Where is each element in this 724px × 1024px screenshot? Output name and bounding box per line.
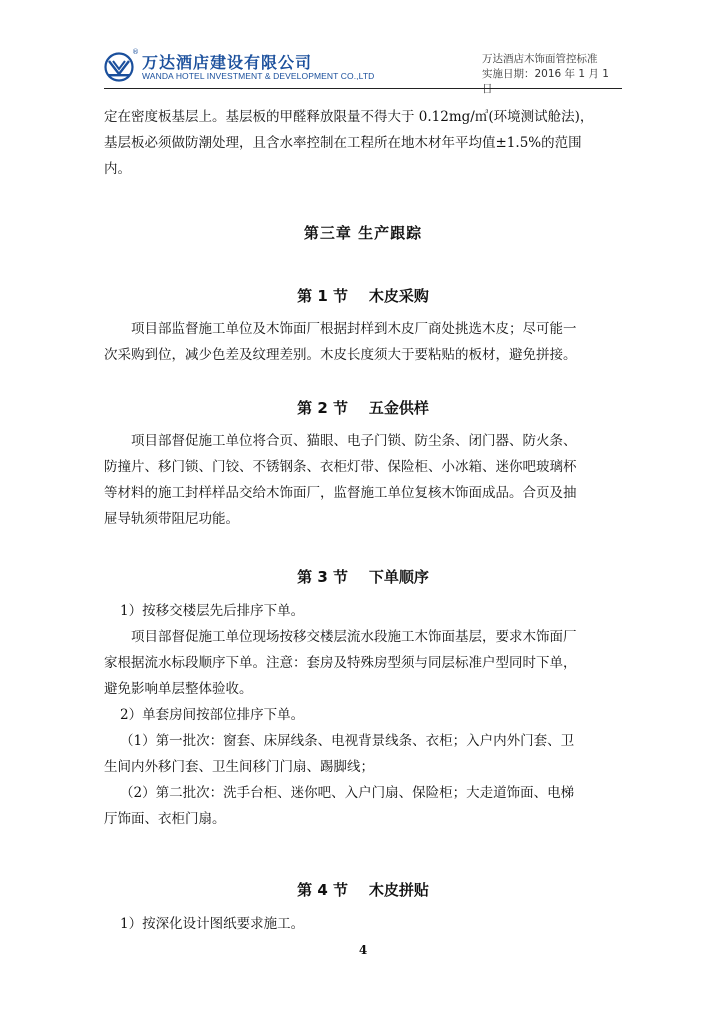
text-line: 避免影响单层整体验收。: [104, 681, 253, 697]
list-item: 1）按深化设计图纸要求施工。: [120, 916, 305, 932]
text-line: 等材料的施工封样样品交给木饰面厂，监督施工单位复核木饰面成品。合页及抽: [104, 485, 577, 501]
registered-mark: ®: [132, 48, 139, 56]
text-line: 项目部监督施工单位及木饰面厂根据封样到木皮厂商处挑选木皮；尽可能一: [131, 321, 577, 337]
text-line: 基层板必须做防潮处理，且含水率控制在工程所在地木材年平均值±1.5%的范围: [104, 135, 582, 151]
intro-paragraph: [104, 104, 622, 182]
section-3-title: 第 3 节 下单顺序: [297, 568, 429, 586]
section-1-body: [104, 316, 622, 368]
text-line: 定在密度板基层上。基层板的甲醛释放限量不得大于 0.12mg/㎥(环境测试舱法)，: [104, 109, 594, 125]
doc-date: 实施日期：2016 年 1 月 1 日: [482, 68, 609, 95]
section-3-body: [104, 598, 622, 832]
text-line: 项目部督促施工单位现场按移交楼层流水段施工木饰面基层，要求木饰面厂: [131, 629, 577, 645]
page-number: 4: [358, 943, 368, 957]
chapter-title: 第三章 生产跟踪: [303, 224, 423, 242]
text-line: 次采购到位，减少色差及纹理差别。木皮长度须大于要粘贴的板材，避免拼接。: [104, 347, 577, 363]
text-line: 家根据流水标段顺序下单。注意：套房及特殊房型须与同层标准户型同时下单，: [104, 655, 577, 671]
header-doc-info: [482, 52, 622, 97]
text-line: 内。: [104, 161, 131, 177]
company-name-cn: 万达酒店建设有限公司: [142, 53, 313, 72]
text-line: 生间内外移门套、卫生间移门门扇、踢脚线；: [104, 759, 374, 775]
company-name-en: WANDA HOTEL INVESTMENT & DEVELOPMENT CO.,LTD: [142, 71, 375, 81]
list-item: 1）按移交楼层先后排序下单。: [120, 603, 305, 619]
page-header: [104, 48, 622, 95]
section-1-title: 第 1 节 木皮采购: [297, 287, 429, 305]
text-line: 项目部督促施工单位将合页、猫眼、电子门锁、防尘条、闭门器、防火条、: [131, 433, 577, 449]
section-4-body: [104, 911, 622, 937]
doc-title: 万达酒店木饰面管控标准: [482, 53, 598, 65]
text-line: （2）第二批次：洗手台柜、迷你吧、入户门扇、保险柜；大走道饰面、电梯: [120, 785, 575, 801]
text-line: 防撞片、移门锁、门铰、不锈钢条、衣柜灯带、保险柜、小冰箱、迷你吧玻璃杯: [104, 459, 577, 475]
section-2-body: [104, 428, 622, 532]
list-item: 2）单套房间按部位排序下单。: [120, 707, 305, 723]
wanda-logo-icon: [104, 52, 134, 82]
text-line: 屉导轨须带阻尼功能。: [104, 511, 239, 527]
text-line: 厅饰面、衣柜门扇。: [104, 811, 226, 827]
section-4-title: 第 4 节 木皮拼贴: [297, 881, 429, 899]
section-2-title: 第 2 节 五金供样: [297, 399, 429, 417]
header-divider: [104, 88, 622, 89]
text-line: （1）第一批次：窗套、床屏线条、电视背景线条、衣柜；入户内外门套、卫: [120, 733, 575, 749]
